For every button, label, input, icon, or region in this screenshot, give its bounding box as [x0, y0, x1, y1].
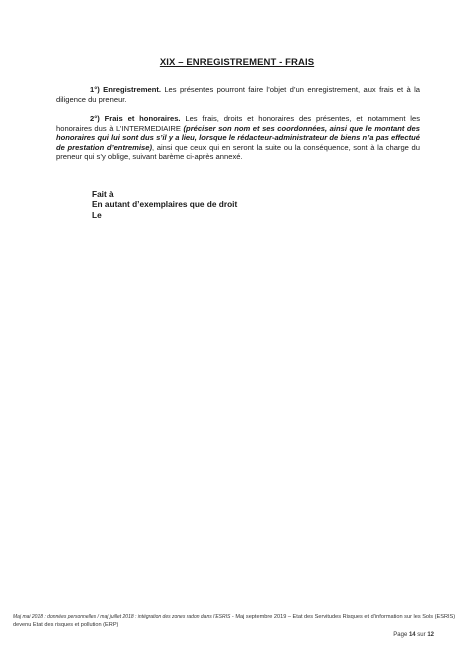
paragraph-text: Les présentes pourront faire l’objet d’un enregistrement, aux frais et à la diligence du preneur.: [56, 85, 420, 104]
paragraph-frais-honoraires: [56, 114, 420, 162]
signature-block: [92, 189, 237, 220]
page-number: [393, 632, 434, 638]
section-title: XIX – ENREGISTREMENT - FRAIS: [159, 57, 315, 68]
paragraph-italic-note: (préciser son nom et ses coordonnées, ainsi que le montant des honoraires qui lui sont dus s’il y a lieu, lorsque le rédacteur-administrateur de biens n’a pas effectué de prestation d’entremise): [56, 123, 420, 152]
page-number-sep: sur: [415, 632, 428, 638]
paragraph-label: 1°) Enregistrement.: [90, 85, 161, 94]
signature-line-place: Fait à: [92, 189, 114, 199]
signature-line-copies: En autant d’exemplaires que de droit: [92, 199, 238, 210]
footer-revision-note: Maj mai 2018 : données personnelles / maj juillet 2018 : intégration des zones radon dans l’ESRIS: [13, 614, 231, 620]
paragraph-label: 2°) Frais et honoraires.: [90, 114, 181, 123]
page-number-prefix: Page: [393, 632, 409, 638]
paragraph-enregistrement: [56, 85, 420, 104]
signature-line-date: Le: [92, 209, 102, 220]
page-number-total: 12: [427, 632, 434, 638]
paragraph-text-end: , ainsi que ceux qui en seront la suite ou la conséquence, sont à la charge du preneur qui s’y oblige, suivant barème ci-après annexé.: [56, 142, 420, 162]
page-number-current: 14: [408, 632, 416, 638]
paragraph-text: Les frais, droits et honoraires des présentes, et notamment les honoraires dus à L’INTERMEDIAIRE: [56, 114, 421, 133]
footer-revision-text: - Maj septembre 2019 – Etat des Servitudes Risques et d’information sur les Sols (ESRIS) devenu Etat des risques et pollution (ERP): [13, 614, 456, 628]
page-footer: [13, 614, 468, 630]
